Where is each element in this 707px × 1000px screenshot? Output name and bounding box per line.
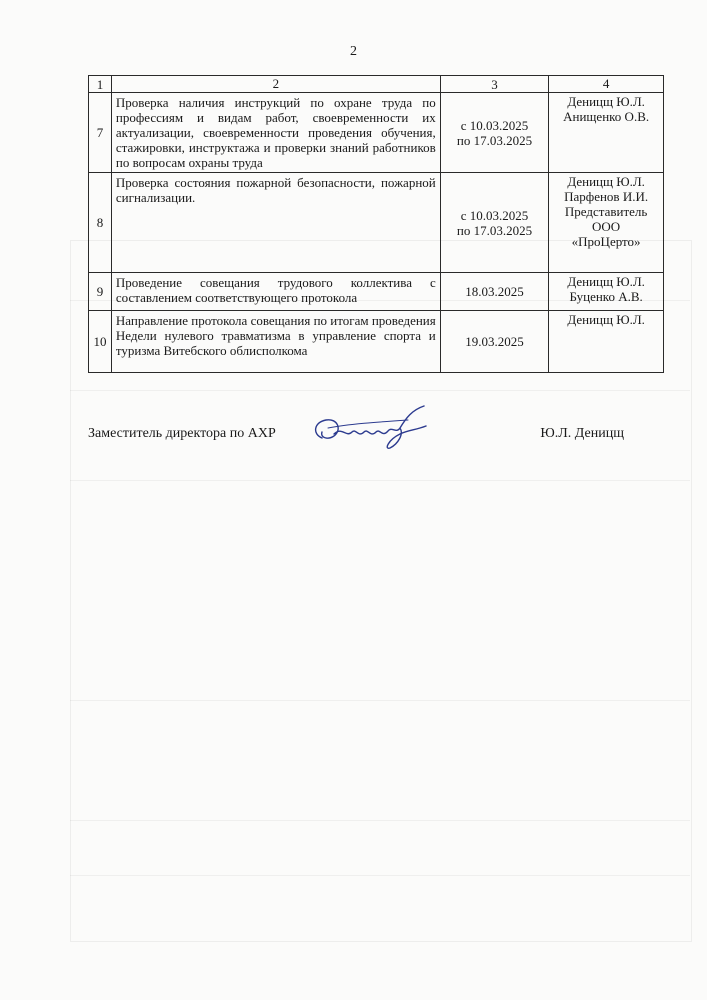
bleed-through-line [70,820,690,821]
date-cell [440,273,549,311]
table-row [89,173,664,273]
bleed-through-line [70,480,690,481]
date-text: 19.03.2025 [465,334,524,349]
table-header-row [89,76,664,93]
task-text: Проверка наличия инструкций по охране труда по профессиям и видам работ, своевременности их актуализации, своевременности проведения обучения, стажировки, инструктажа и проверки знаний работников по вопросам охраны труда [115,95,436,170]
task-text: Направление протокола совещания по итогам проведения Недели нулевого травматизма в управление спорта и туризма Витебского облисполкома [115,313,436,358]
responsible-cell [549,173,664,273]
events-table [88,75,664,373]
date-text: с 10.03.2025 по 17.03.2025 [456,207,533,238]
date-cell [440,93,549,173]
table-row [89,311,664,373]
task-cell [111,93,440,173]
task-cell [111,273,440,311]
task-text: Проверка состояния пожарной безопасности, пожарной сигнализации. [115,175,436,205]
date-cell [440,173,549,273]
bleed-through-line [70,390,690,391]
row-number: 8 [89,173,112,273]
responsible-text: Деницщ Ю.Л. Парфенов И.И. Представитель ООО «ПроЦерто» [564,174,649,249]
responsible-cell [549,273,664,311]
header-col-1: 1 [89,76,112,93]
date-text: с 10.03.2025 по 17.03.2025 [456,117,533,148]
responsible-cell [549,311,664,373]
header-col-2: 2 [111,76,440,93]
header-col-4: 4 [549,76,664,93]
page-number: 2 [350,44,357,59]
row-number: 9 [89,273,112,311]
responsible-text: Деницщ Ю.Л. Буценко А.В. [567,274,645,304]
signer-name: Ю.Л. Деницщ [540,426,624,441]
signer-position: Заместитель директора по АХР [88,426,276,441]
header-col-3: 3 [440,76,549,93]
task-cell [111,311,440,373]
responsible-cell [549,93,664,173]
date-text: 18.03.2025 [465,284,524,299]
row-number: 10 [89,311,112,373]
responsible-text: Деницщ Ю.Л. Анищенко О.В. [563,94,650,124]
row-number: 7 [89,93,112,173]
table-row [89,93,664,173]
task-cell [111,173,440,273]
bleed-through-line [70,875,690,876]
task-text: Проведение совещания трудового коллектива с составлением соответствующего протокола [115,275,436,305]
bleed-through-line [70,700,690,701]
date-cell [440,311,549,373]
handwritten-signature [308,404,438,454]
table-row [89,273,664,311]
responsible-text: Деницщ Ю.Л. [567,312,645,327]
